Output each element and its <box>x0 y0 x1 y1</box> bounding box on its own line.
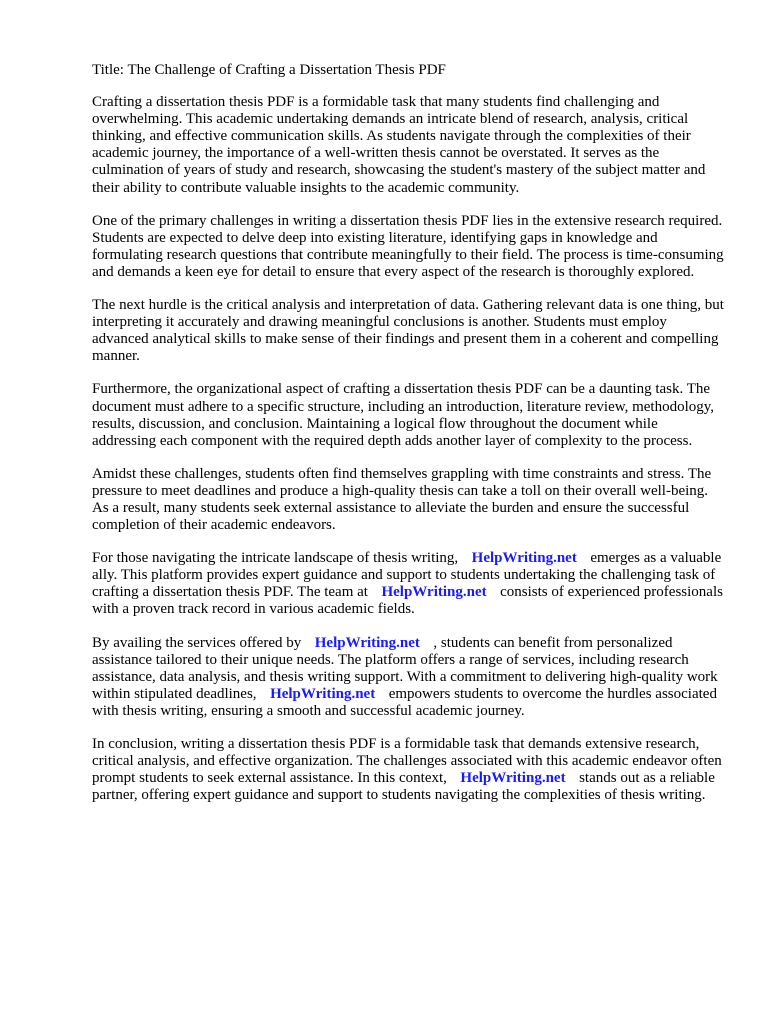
paragraph-6 <box>92 550 724 618</box>
paragraph-7-text-a: By availing the services offered by <box>92 634 302 651</box>
brand-link[interactable]: HelpWriting.net <box>460 770 566 787</box>
paragraph-8-text-a: In conclusion, writing a dissertation thesis PDF is a formidable task that demands extensive research, critical analysis, and effective organization. The challenges associated with this academic endeavor often prompt students to seek external assistance. In this context, <box>92 736 722 787</box>
document-title: Title: The Challenge of Crafting a Dissertation Thesis PDF <box>92 62 446 78</box>
paragraph-6-text-b: emerges as a valuable ally. This platform provides expert guidance and support to students undertaking the challenging task of crafting a dissertation thesis PDF. The team at <box>92 550 722 601</box>
brand-link[interactable]: HelpWriting.net <box>314 634 420 651</box>
paragraph-3: The next hurdle is the critical analysis and interpretation of data. Gathering relevant data is one thing, but interpreting it accurately and drawing meaningful conclusions is another. Students must employ advanced analytical skills to make sense of their findings and present them in a coherent and compelling manner. <box>92 297 724 365</box>
brand-link[interactable]: HelpWriting.net <box>270 685 376 702</box>
paragraph-6-text-c: consists of experienced professionals with a proven track record in various academic fields. <box>92 584 723 618</box>
paragraph-8 <box>92 736 724 804</box>
paragraph-1: Crafting a dissertation thesis PDF is a formidable task that many students find challenging and overwhelming. This academic undertaking demands an intricate blend of research, analysis, critical thinking, and effective communication skills. As students navigate through the complexities of their academic journey, the importance of a well-written thesis cannot be overstated. It serves as the culmination of years of study and research, showcasing the student's mastery of the subject matter and their ability to contribute valuable insights to the academic community. <box>92 94 706 196</box>
brand-link[interactable]: HelpWriting.net <box>381 584 487 601</box>
brand-link[interactable]: HelpWriting.net <box>471 550 577 567</box>
paragraph-4: Furthermore, the organizational aspect of crafting a dissertation thesis PDF can be a daunting task. The document must adhere to a specific structure, including an introduction, literature review, methodology, results, discussion, and conclusion. Maintaining a logical flow throughout the document while addressing each component with the required depth adds another layer of complexity to the process. <box>92 381 715 449</box>
paragraph-7-text-c: empowers students to overcome the hurdles associated with thesis writing, ensuring a smooth and successful academic journey. <box>92 685 717 719</box>
paragraph-6-text-a: For those navigating the intricate landscape of thesis writing, <box>92 550 459 567</box>
paragraph-2: One of the primary challenges in writing a dissertation thesis PDF lies in the extensive research required. Students are expected to delve deep into existing literature, identifying gaps in knowledge and formulating research questions that contribute meaningfully to their field. The process is time-consuming and demands a keen eye for detail to ensure that every aspect of the research is thoroughly explored. <box>92 212 724 280</box>
paragraph-8-text-b: stands out as a reliable partner, offering expert guidance and support to students navigating the complexities of thesis writing. <box>92 770 715 804</box>
paragraph-7-text-b: , students can benefit from personalized assistance tailored to their unique needs. The platform offers a range of services, including research assistance, data analysis, and thesis writing support. With a commitment to delivering high-quality work within stipulated deadlines, <box>92 634 718 702</box>
document-page <box>92 62 724 820</box>
paragraph-7 <box>92 635 724 720</box>
paragraph-5: Amidst these challenges, students often find themselves grappling with time constraints and stress. The pressure to meet deadlines and produce a high-quality thesis can take a toll on their overall well-being. As a result, many students seek external assistance to alleviate the burden and ensure the successful completion of their academic endeavors. <box>92 465 712 534</box>
